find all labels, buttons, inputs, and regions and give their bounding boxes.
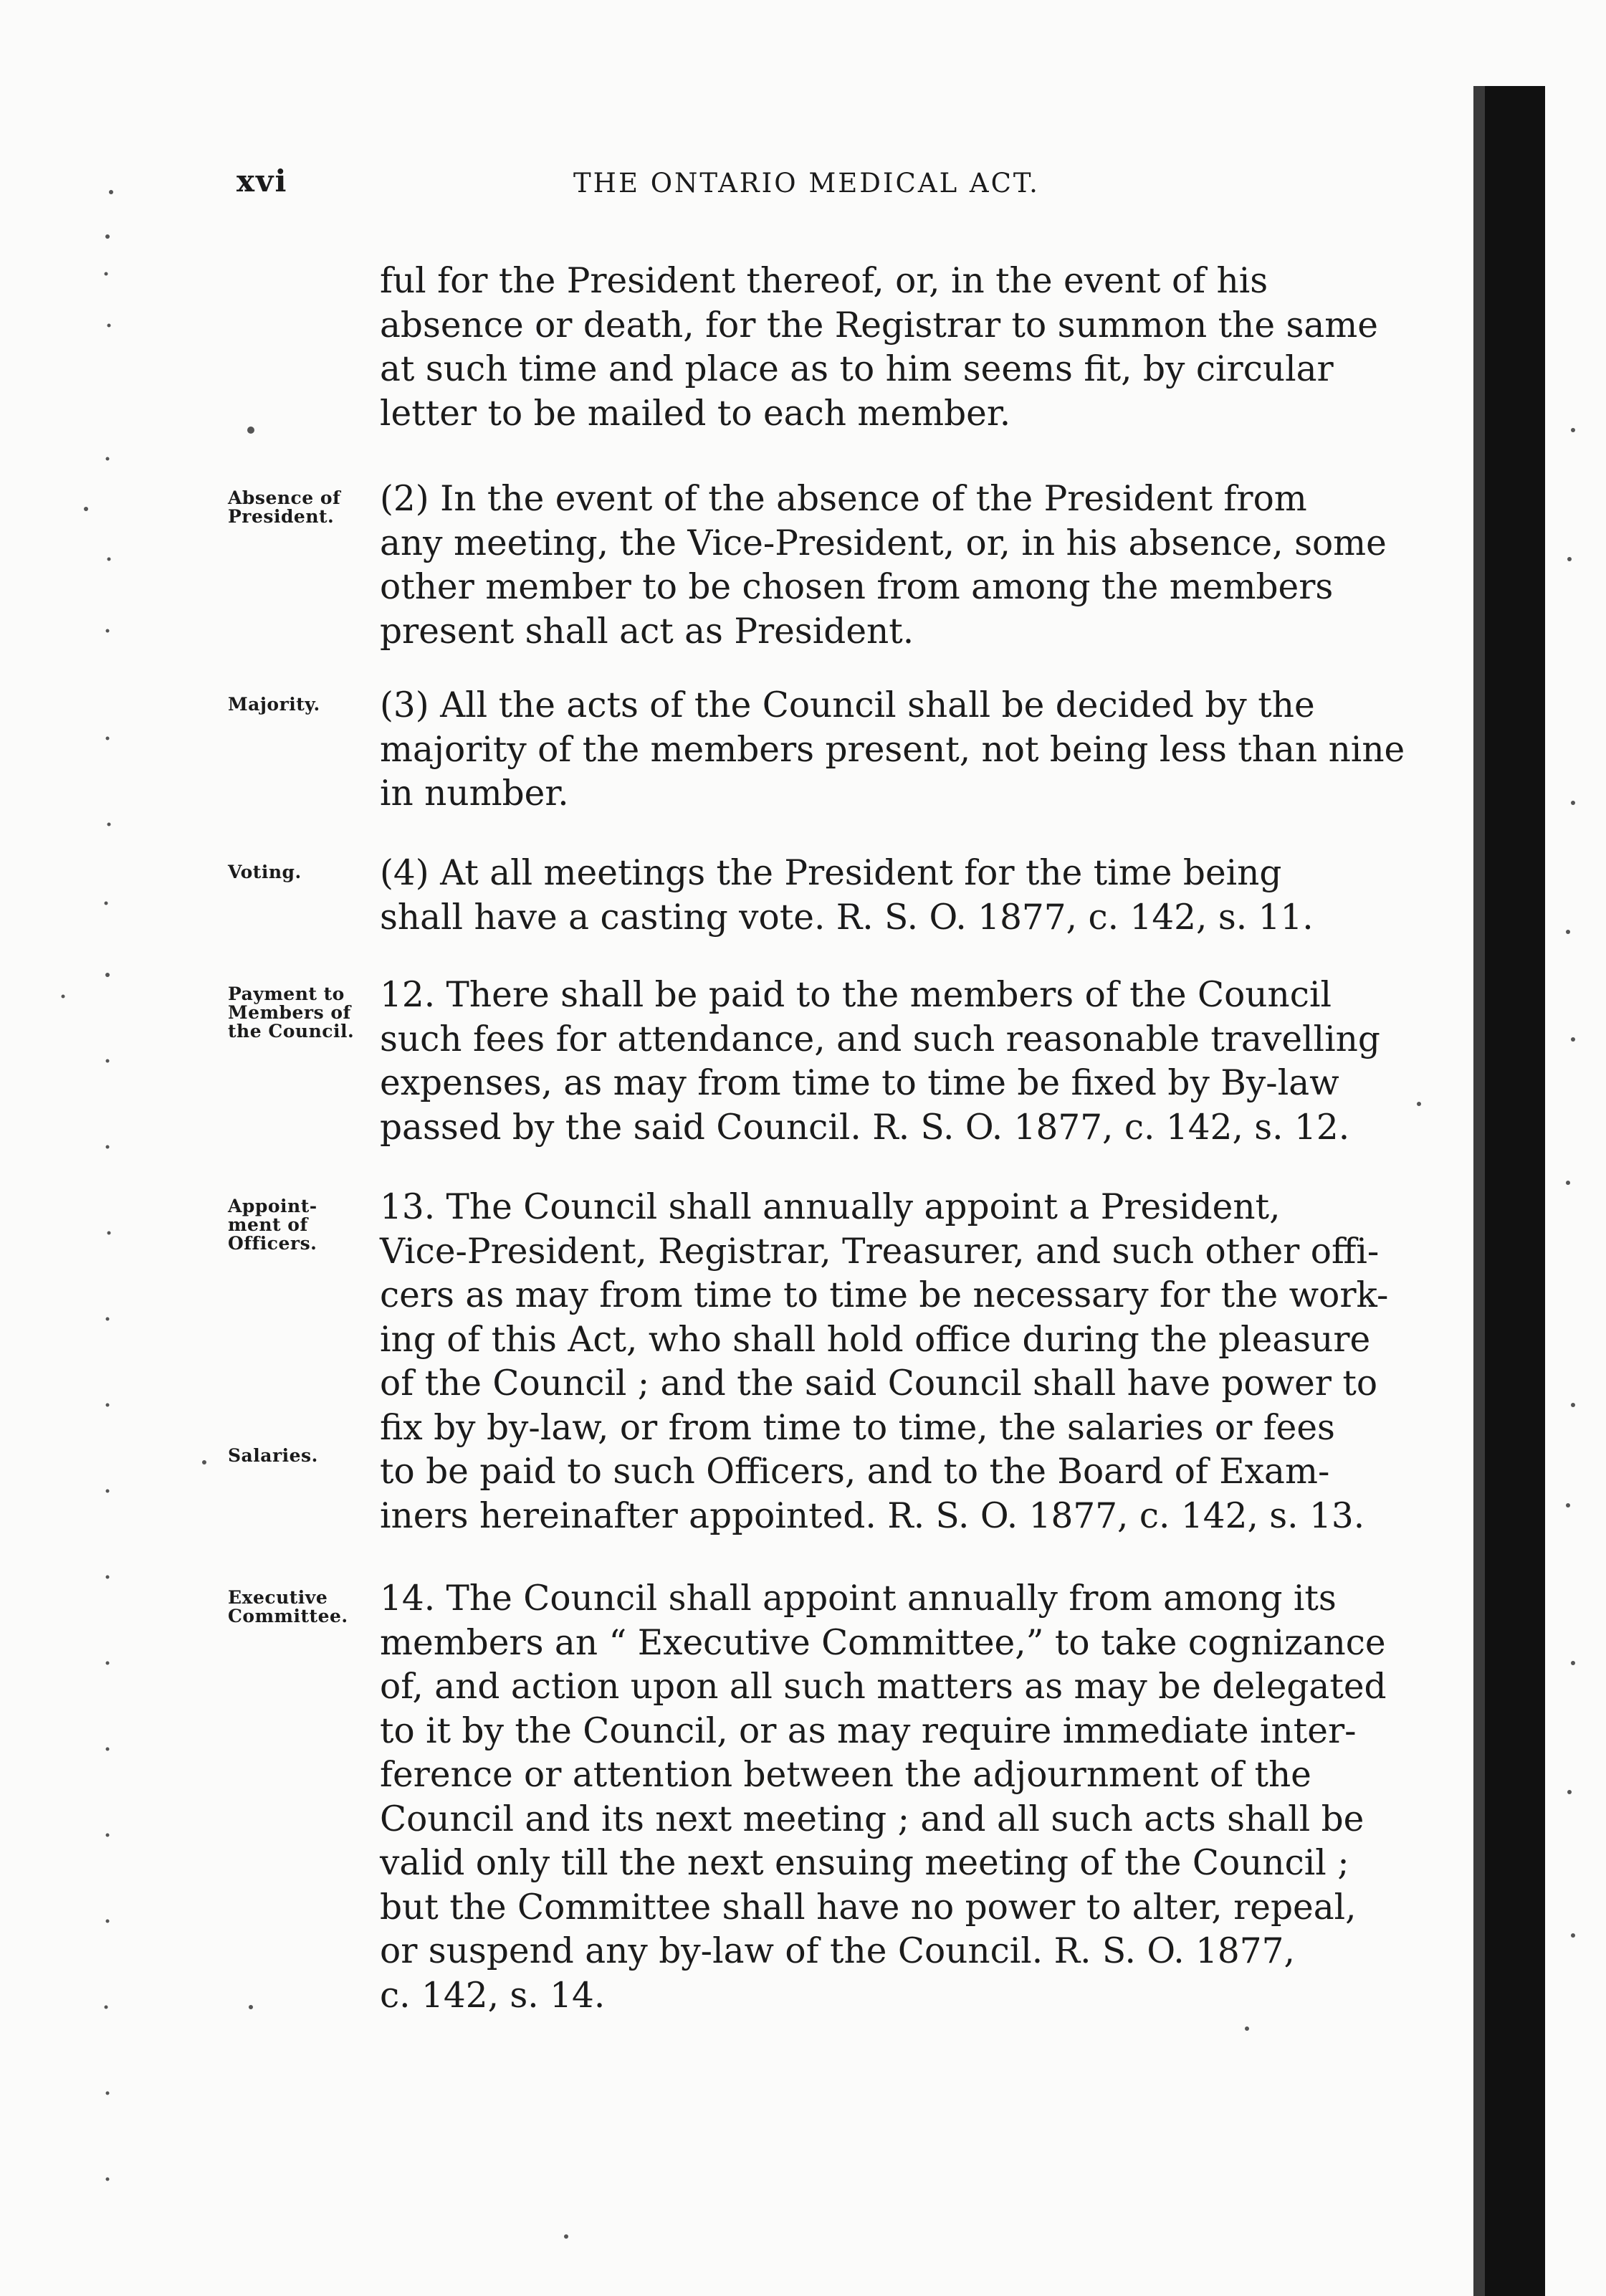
binding-shadow-edge bbox=[1473, 86, 1485, 2296]
text-line: or suspend any by-law of the Council. R. S. O. 1877, bbox=[380, 1931, 1295, 1971]
text-line: any meeting, the Vice-President, or, in his absence, some bbox=[380, 523, 1387, 563]
running-title: THE ONTARIO MEDICAL ACT. bbox=[573, 168, 1040, 199]
text-line: valid only till the next ensuing meeting of the Council ; bbox=[380, 1843, 1349, 1883]
marginal-note-appointment-of-officers: Appoint- ment of Officers. bbox=[228, 1196, 317, 1254]
marginal-note-salaries: Salaries. bbox=[228, 1445, 318, 1466]
text-line: Vice-President, Registrar, Treasurer, and such other offi- bbox=[380, 1231, 1380, 1272]
text-line: absence or death, for the Registrar to summon the same bbox=[380, 305, 1378, 346]
text-line: iners hereinafter appointed. R. S. O. 1877, c. 142, s. 13. bbox=[380, 1495, 1365, 1536]
text-line: members an “ Executive Committee,” to take cognizance bbox=[380, 1622, 1386, 1663]
text-line: ful for the President thereof, or, in the event of his bbox=[380, 261, 1268, 301]
text-line: (4) At all meetings the President for the time being bbox=[380, 853, 1282, 893]
text-line: fix by by-law, or from time to time, the salaries or fees bbox=[380, 1407, 1335, 1448]
text-line: (2) In the event of the absence of the President from bbox=[380, 479, 1307, 519]
binding-shadow bbox=[1483, 86, 1545, 2296]
marginal-note-absence-of-president: Absence of President. bbox=[228, 487, 341, 527]
text-line: (3) All the acts of the Council shall be decided by the bbox=[380, 685, 1315, 725]
text-line: shall have a casting vote. R. S. O. 1877, c. 142, s. 11. bbox=[380, 897, 1314, 938]
marginal-note-voting: Voting. bbox=[228, 862, 302, 882]
paragraph-section-12 bbox=[380, 973, 1397, 1150]
text-line: 14. The Council shall appoint annually from among its bbox=[380, 1578, 1337, 1619]
marginal-note-executive-committee: Executive Committee. bbox=[228, 1587, 348, 1626]
paragraph-continuation bbox=[380, 259, 1397, 436]
paragraph-majority bbox=[380, 684, 1405, 816]
text-line: of the Council ; and the said Council shall have power to bbox=[380, 1363, 1378, 1404]
text-line: present shall act as President. bbox=[380, 611, 914, 652]
paragraph-voting bbox=[380, 852, 1397, 940]
text-line: passed by the said Council. R. S. O. 1877, c. 142, s. 12. bbox=[380, 1107, 1350, 1148]
text-line: to it by the Council, or as may require immediate inter- bbox=[380, 1710, 1357, 1751]
paragraph-section-13 bbox=[380, 1186, 1397, 1538]
text-line: c. 142, s. 14. bbox=[380, 1975, 606, 2016]
text-line: expenses, as may from time to time be fixed by By-law bbox=[380, 1063, 1339, 1103]
text-line: letter to be mailed to each member. bbox=[380, 393, 1011, 434]
text-line: ing of this Act, who shall hold office during the pleasure bbox=[380, 1319, 1371, 1360]
text-line: such fees for attendance, and such reasonable travelling bbox=[380, 1019, 1380, 1059]
marginal-note-payment-to-members: Payment to Members of the Council. bbox=[228, 983, 355, 1042]
page-number: xvi bbox=[236, 163, 288, 199]
text-line: of, and action upon all such matters as may be delegated bbox=[380, 1667, 1387, 1707]
text-line: Council and its next meeting ; and all such acts shall be bbox=[380, 1799, 1364, 1839]
marginal-note-majority: Majority. bbox=[228, 694, 320, 715]
text-line: in number. bbox=[380, 773, 569, 814]
paragraph-absence-of-president bbox=[380, 477, 1397, 654]
text-line: ference or attention between the adjournment of the bbox=[380, 1755, 1311, 1795]
text-line: 13. The Council shall annually appoint a President, bbox=[380, 1187, 1281, 1227]
text-line: 12. There shall be paid to the members of the Council bbox=[380, 975, 1332, 1015]
text-line: other member to be chosen from among the members bbox=[380, 567, 1334, 607]
text-line: to be paid to such Officers, and to the Board of Exam- bbox=[380, 1452, 1330, 1492]
running-head bbox=[236, 163, 1369, 214]
text-line: majority of the members present, not being less than nine bbox=[380, 729, 1405, 770]
text-line: cers as may from time to time be necessary for the work- bbox=[380, 1275, 1389, 1315]
text-line: at such time and place as to him seems fit, by circular bbox=[380, 349, 1334, 389]
text-line: but the Committee shall have no power to alter, repeal, bbox=[380, 1887, 1357, 1928]
paragraph-section-14 bbox=[380, 1577, 1397, 2018]
